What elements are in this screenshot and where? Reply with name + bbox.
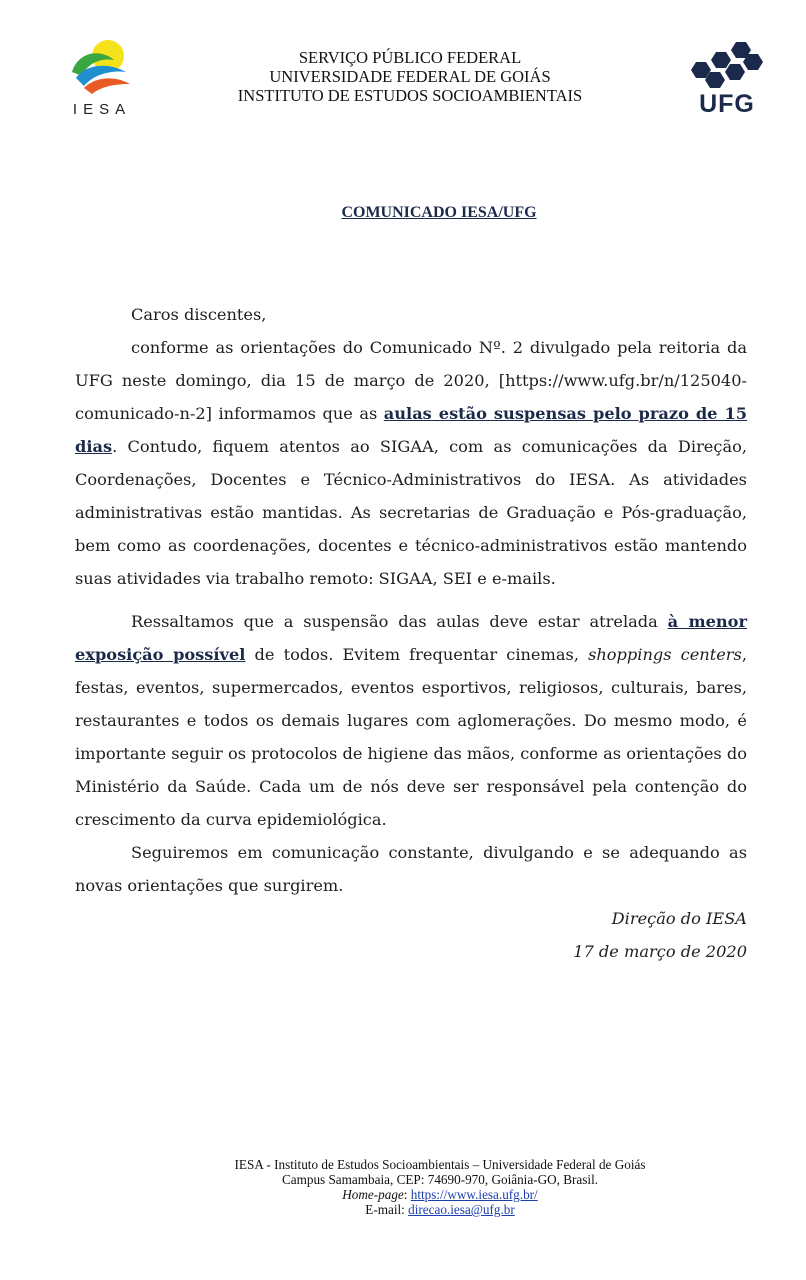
emphasis-exposure: à menor exposição possível xyxy=(75,612,747,664)
paragraph-2-text-a: Ressaltamos que a suspensão das aulas deve estar atrelada xyxy=(131,612,668,631)
institution-heading xyxy=(190,48,630,105)
header-line-1: SERVIÇO PÚBLICO FEDERAL xyxy=(298,48,522,67)
paragraph-1 xyxy=(75,331,747,595)
paragraph-2-italic: shoppings centers xyxy=(588,645,742,664)
email-link[interactable]: direcao.iesa@ufg.br xyxy=(408,1202,515,1217)
footer-homepage: Home-page: https://www.iesa.ufg.br/ xyxy=(342,1187,538,1202)
greeting: Caros discentes, xyxy=(131,305,267,324)
footer-line-2: Campus Samambaia, CEP: 74690-970, Goiânia-GO, Brasil. xyxy=(281,1172,599,1187)
email-label: E-mail: xyxy=(365,1202,409,1217)
ufg-logo xyxy=(686,40,768,120)
page-footer xyxy=(100,1157,780,1217)
iesa-landscape-icon xyxy=(68,38,136,100)
emphasis-suspension: aulas estão suspensas pelo prazo de 15 dias xyxy=(75,404,747,456)
iesa-logo-text: IESA xyxy=(72,101,132,118)
footer-email xyxy=(100,1202,780,1217)
date: 17 de março de 2020 xyxy=(573,942,747,961)
signature: Direção do IESA xyxy=(611,909,747,928)
homepage-link[interactable]: https://www.iesa.ufg.br/ xyxy=(410,1187,538,1202)
paragraph-2 xyxy=(75,605,747,836)
iesa-logo xyxy=(66,38,138,122)
header-line-2: UNIVERSIDADE FEDERAL DE GOIÁS xyxy=(269,67,551,86)
paragraph-1-text-a: conforme as orientações do Comunicado Nº. 2 divulgado pela reitoria da UFG neste domingo, dia 15 de março de 2020, [https://www.ufg.br/n/125040-comunicado-n-2] informamos que as xyxy=(75,338,747,423)
header-line-3: INSTITUTO DE ESTUDOS SOCIOAMBIENTAIS xyxy=(237,86,583,105)
document-title: COMUNICADO IESA/UFG xyxy=(341,204,537,221)
document-body xyxy=(75,298,747,968)
paragraph-2-text-b: de todos. Evitem frequentar cinemas, xyxy=(245,645,589,664)
ufg-logo-text: UFG xyxy=(699,90,755,118)
paragraph-3: Seguiremos em comunicação constante, divulgando e se adequando as novas orientações que surgirem. xyxy=(75,843,747,895)
page-header xyxy=(0,0,806,130)
footer-line-1: IESA - Instituto de Estudos Socioambientais – Universidade Federal de Goiás xyxy=(234,1157,646,1172)
ufg-hexagons-icon xyxy=(686,40,768,90)
paragraph-1-text-b: . Contudo, fiquem atentos ao SIGAA, com as comunicações da Direção, Coordenações, Docentes e Técnico-Administrativos do IESA. As atividades administrativas estão mantidas. As secretarias de Graduação e Pós-graduação, bem como as coordenações, docentes e técnico-administrativos estão mantendo suas atividades via trabalho remoto: SIGAA, SEI e e-mails. xyxy=(75,437,747,588)
paragraph-2-text-c: , festas, eventos, supermercados, eventos esportivos, religiosos, culturais, bares, restaurantes e todos os demais lugares com aglomerações. Do mesmo modo, é importante seguir os protocolos de higiene das mãos, conforme as orientações do Ministério da Saúde. Cada um de nós deve ser responsável pela contenção do crescimento da curva epidemiológica. xyxy=(75,645,747,829)
homepage-label: Home-page xyxy=(342,1187,404,1202)
